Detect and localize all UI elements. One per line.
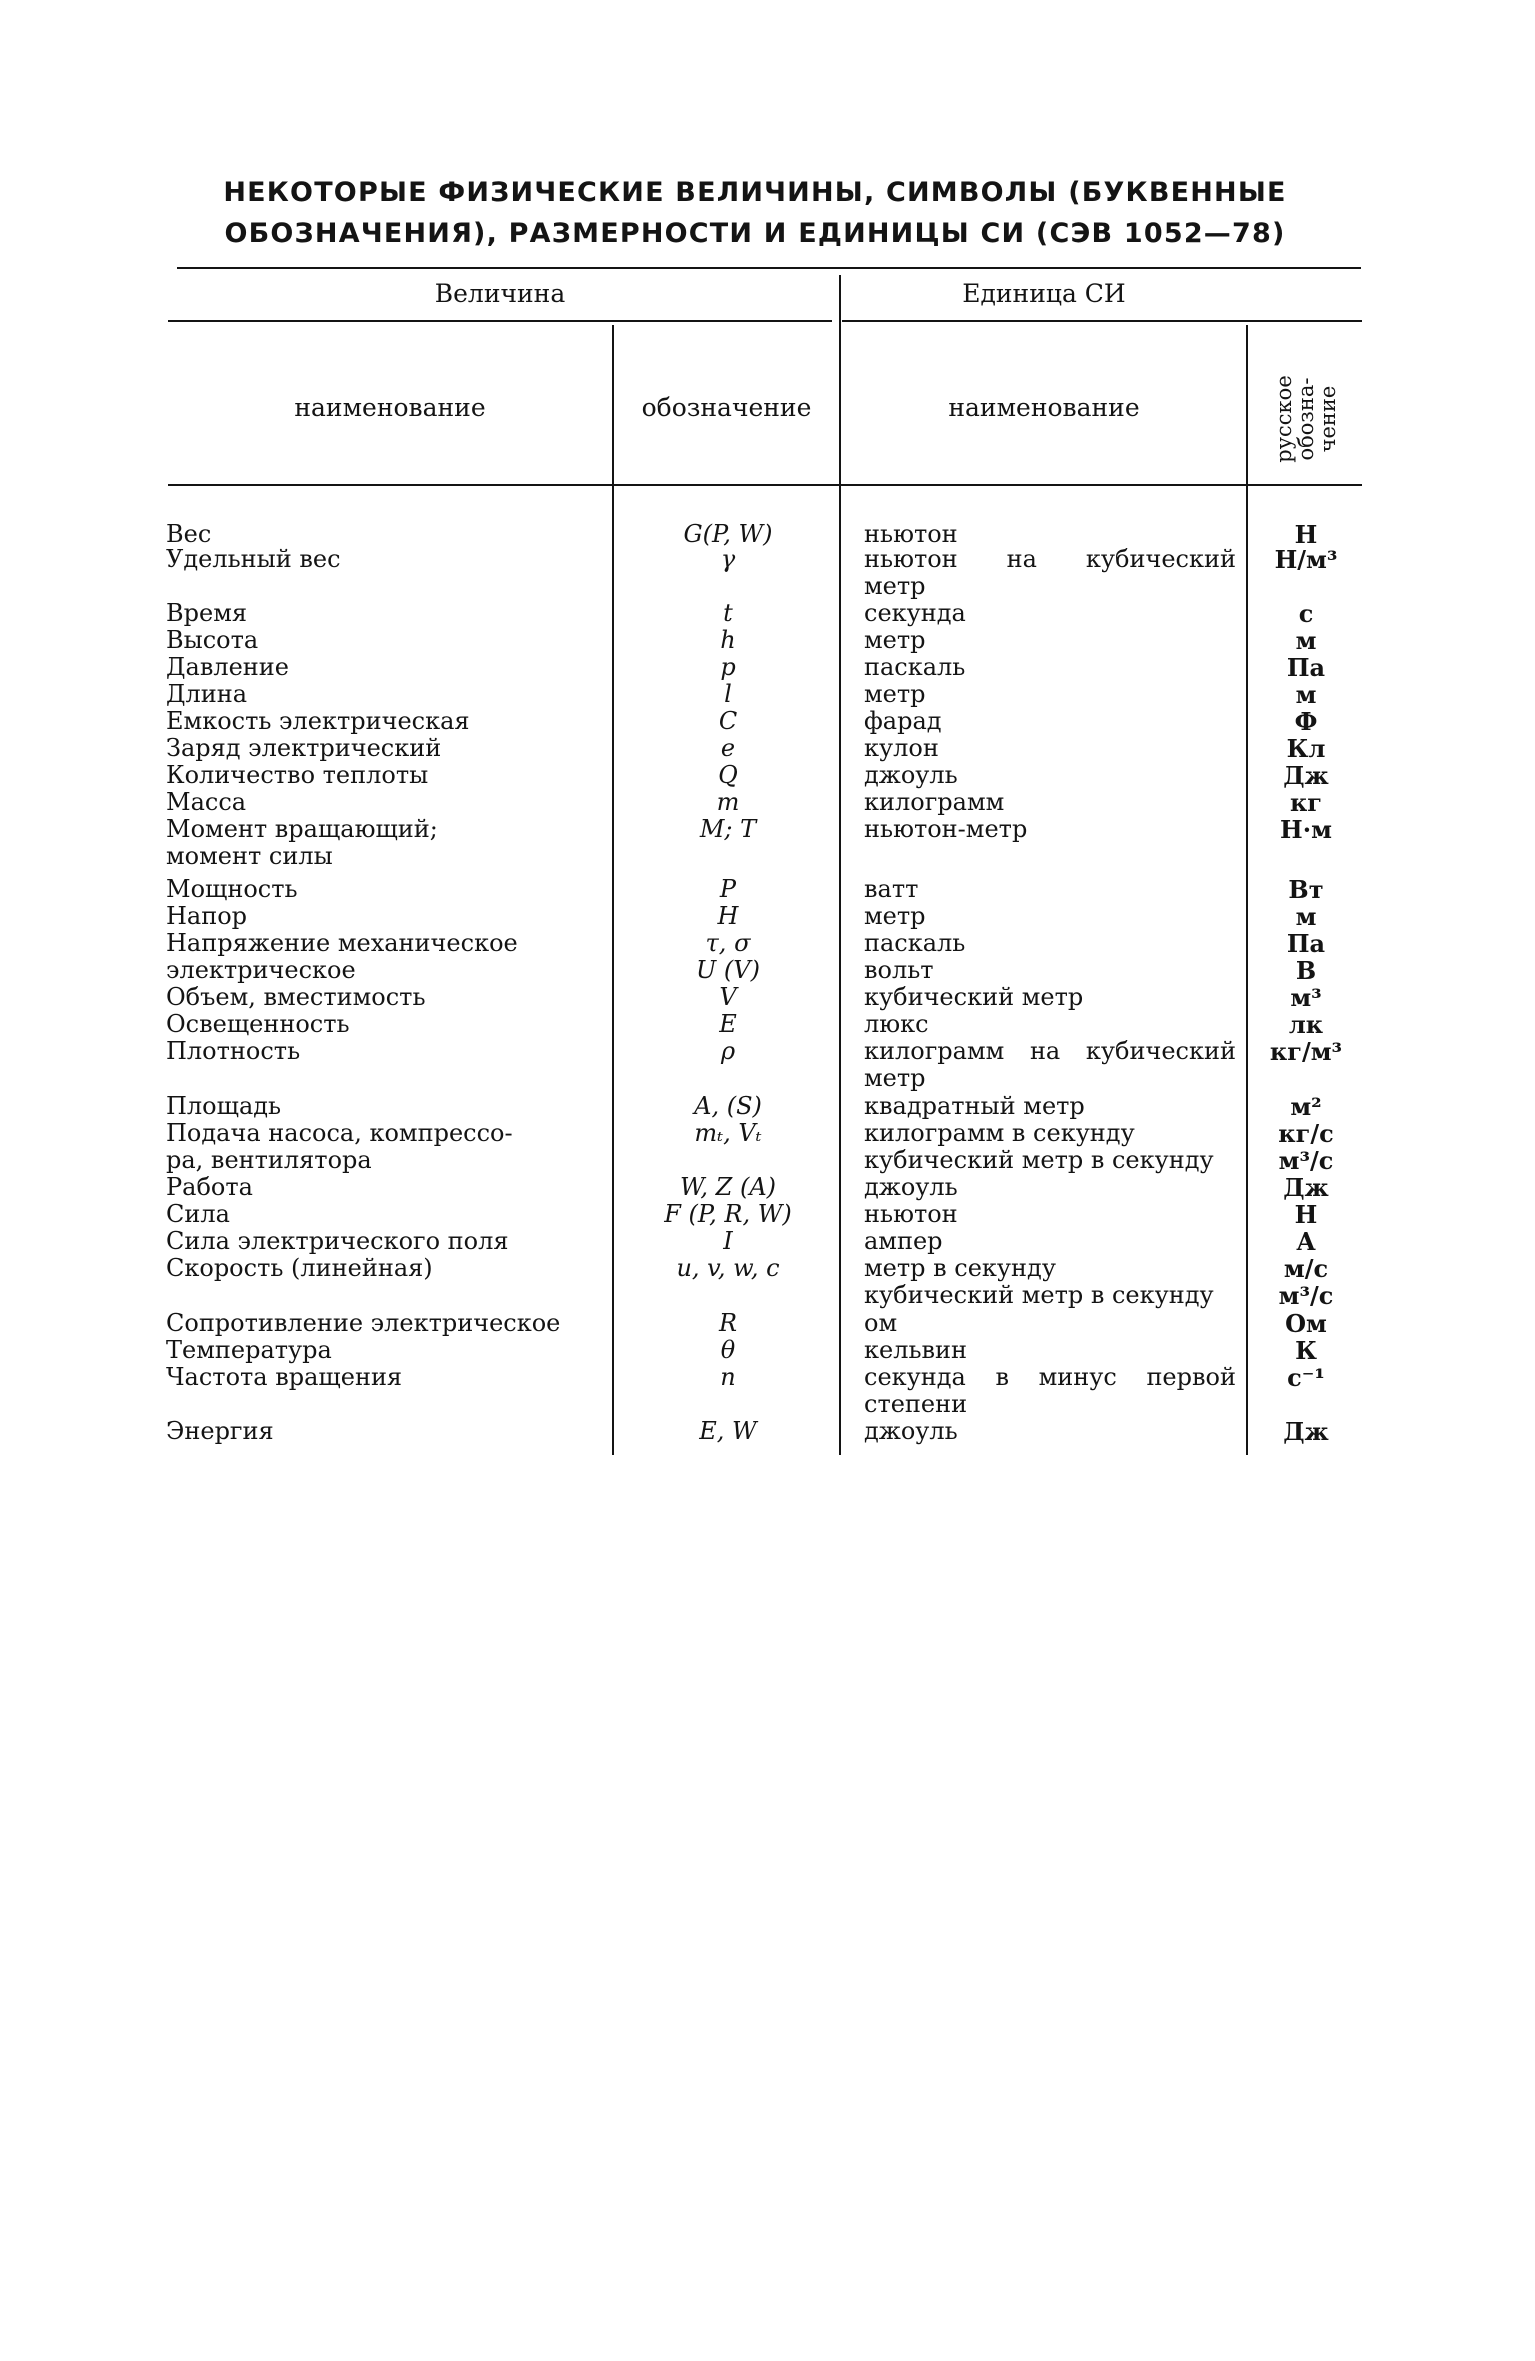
unit-name: кубический метр	[864, 983, 1084, 1011]
unit-name: вольт	[864, 956, 934, 984]
russian-symbol: Ф	[1294, 707, 1318, 736]
quantity-name: Мощность	[166, 875, 298, 903]
quantity-name: Подача насоса, компрессо-	[166, 1119, 513, 1147]
unit-name-text: килограмм на кубический	[864, 1037, 1236, 1065]
quantity-symbol: t	[723, 599, 733, 627]
quantity-name: Энергия	[166, 1417, 274, 1445]
unit-name: ампер	[864, 1227, 943, 1255]
russian-symbol: Дж	[1283, 1173, 1329, 1202]
russian-symbol: Н/м³	[1274, 545, 1338, 574]
unit-name: секунда	[864, 599, 966, 627]
unit-name: квадратный метр	[864, 1092, 1085, 1120]
quantity-name: Количество теплоты	[166, 761, 429, 789]
russian-symbol: с⁻¹	[1287, 1363, 1325, 1392]
quantity-symbol: E, W	[699, 1417, 757, 1445]
quantity-symbol: γ	[720, 545, 736, 573]
russian-symbol: Н	[1294, 520, 1318, 549]
quantity-name: Объем, вместимость	[166, 983, 426, 1011]
title-line-2: ОБОЗНАЧЕНИЯ), РАЗМЕРНОСТИ И ЕДИНИЦЫ СИ (СЭВ 1052—78)	[224, 218, 1286, 249]
russian-symbol: м³	[1290, 983, 1322, 1012]
page-title	[150, 172, 1360, 254]
unit-name: метр	[864, 680, 926, 708]
russian-symbol: кг	[1289, 788, 1323, 817]
quantity-name: Частота вращения	[166, 1363, 403, 1391]
unit-name-continued: метр	[864, 1064, 926, 1092]
quantity-name: Давление	[166, 653, 289, 681]
unit-name: килограмм в секунду	[864, 1119, 1135, 1147]
quantity-name: Заряд электрический	[166, 734, 442, 762]
header-quantity-name: наименование	[294, 393, 486, 422]
quantity-name: Вес	[166, 520, 212, 548]
unit-name: килограмм	[864, 788, 1005, 816]
quantity-symbol: u, v, w, c	[676, 1254, 780, 1282]
quantity-name: Плотность	[166, 1037, 301, 1065]
unit-name-continued: метр	[864, 572, 926, 600]
quantity-symbol: θ	[720, 1336, 736, 1364]
divider-name-symbol	[612, 325, 614, 1455]
header-si-unit: Единица СИ	[962, 279, 1126, 308]
quantity-symbol: F (P, R, W)	[664, 1200, 792, 1228]
unit-name: ньютон-метр	[864, 815, 1028, 843]
unit-name	[864, 546, 1244, 573]
unit-name: кулон	[864, 734, 939, 762]
quantity-symbol: p	[720, 653, 736, 681]
unit-name-continued: степени	[864, 1390, 968, 1418]
unit-name: джоуль	[864, 1173, 958, 1201]
unit-name: кельвин	[864, 1336, 968, 1364]
quantity-symbol: ρ	[720, 1037, 736, 1065]
russian-symbol: Ом	[1285, 1309, 1327, 1338]
russian-symbol: В	[1295, 956, 1317, 985]
header-unit-name: наименование	[948, 393, 1140, 422]
unit-name: джоуль	[864, 761, 958, 789]
quantity-name: Момент вращающий;	[166, 815, 438, 843]
divider-quantity-unit	[839, 275, 841, 1455]
russian-symbol: м	[1295, 680, 1317, 709]
unit-name: метр в секунду	[864, 1254, 1056, 1282]
quantity-name: Напор	[166, 902, 248, 930]
russian-symbol: А	[1296, 1227, 1316, 1256]
quantity-name: Время	[166, 599, 248, 627]
header-russian-line-1: русское	[1272, 375, 1296, 463]
quantity-name: Освещенность	[166, 1010, 350, 1038]
russian-symbol: кг/с	[1278, 1119, 1334, 1148]
header-russian-symbol	[1250, 363, 1360, 475]
russian-symbol: Па	[1286, 653, 1326, 682]
quantity-symbol: τ, σ	[705, 929, 751, 957]
quantity-symbol: mₜ, Vₜ	[694, 1119, 762, 1147]
unit-name: ом	[864, 1309, 898, 1337]
unit-name-alt: кубический метр в секунду	[864, 1281, 1214, 1309]
quantity-symbol: W, Z (A)	[679, 1173, 777, 1201]
quantity-symbol: h	[720, 626, 736, 654]
header-quantity: Величина	[434, 279, 566, 308]
unit-name: люкс	[864, 1010, 929, 1038]
table-top-rule	[177, 267, 1361, 269]
unit-name: джоуль	[864, 1417, 958, 1445]
quantity-name: Напряжение механическое	[166, 929, 518, 957]
russian-symbol-alt: м³/с	[1278, 1146, 1334, 1175]
russian-symbol: м²	[1290, 1092, 1322, 1121]
unit-name: фарад	[864, 707, 942, 735]
russian-symbol: Н	[1294, 1200, 1318, 1229]
quantity-symbol: H	[717, 902, 739, 930]
quantity-name-continued: ра, вентилятора	[166, 1146, 372, 1174]
quantity-name: Скорость (линейная)	[166, 1254, 433, 1282]
russian-symbol: Н·м	[1280, 815, 1332, 844]
russian-symbol: м/с	[1283, 1254, 1329, 1283]
title-line-1: НЕКОТОРЫЕ ФИЗИЧЕСКИЕ ВЕЛИЧИНЫ, СИМВОЛЫ (БУКВЕННЫЕ	[223, 177, 1287, 208]
quantity-symbol: e	[720, 734, 736, 762]
russian-symbol: лк	[1288, 1010, 1324, 1039]
unit-name	[864, 1364, 1244, 1391]
quantity-name: Масса	[166, 788, 247, 816]
russian-symbol: м	[1295, 626, 1317, 655]
unit-name: ньютон	[864, 520, 958, 548]
unit-name: ватт	[864, 875, 919, 903]
quantity-symbol: M; T	[699, 815, 757, 843]
header-quantity-symbol: обозначение	[641, 393, 812, 422]
russian-symbol: Па	[1286, 929, 1326, 958]
quantity-symbol: I	[723, 1227, 733, 1255]
quantity-name: Площадь	[166, 1092, 282, 1120]
unit-name: паскаль	[864, 653, 966, 681]
quantity-name: Высота	[166, 626, 259, 654]
quantity-name: Температура	[166, 1336, 332, 1364]
header-russian-line-2: обозна-	[1294, 377, 1318, 461]
russian-symbol: Кл	[1286, 734, 1326, 763]
russian-symbol-alt: м³/с	[1278, 1281, 1334, 1310]
unit-name-text: ньютон на кубический	[864, 545, 1236, 573]
quantity-symbol: R	[718, 1309, 738, 1337]
unit-name-alt: кубический метр в секунду	[864, 1146, 1214, 1174]
russian-symbol: Вт	[1288, 875, 1324, 904]
quantity-name: Сопротивление электрическое	[166, 1309, 561, 1337]
header-russian-line-3: чение	[1316, 385, 1340, 453]
quantity-symbol: P	[719, 875, 737, 903]
quantity-symbol: V	[719, 983, 737, 1011]
unit-name	[864, 1038, 1244, 1065]
quantity-symbol: A, (S)	[694, 1092, 762, 1120]
quantity-symbol: Q	[718, 761, 738, 789]
quantity-name: электрическое	[166, 956, 356, 984]
quantity-name: Работа	[166, 1173, 253, 1201]
header-bottom-rule	[168, 484, 1362, 486]
quantity-symbol: m	[716, 788, 740, 816]
unit-name: ньютон	[864, 1200, 958, 1228]
quantity-name: Удельный вес	[166, 545, 341, 573]
group-header-rule-left	[168, 320, 832, 322]
quantity-name: Длина	[166, 680, 248, 708]
russian-symbol: с	[1298, 599, 1314, 628]
unit-name: метр	[864, 902, 926, 930]
unit-name-text: секунда в минус первой	[864, 1363, 1236, 1391]
quantity-symbol: U (V)	[696, 956, 760, 984]
unit-name: паскаль	[864, 929, 966, 957]
quantity-symbol: n	[720, 1363, 736, 1391]
quantity-name: Емкость электрическая	[166, 707, 470, 735]
quantity-symbol: G(P, W)	[683, 520, 773, 548]
quantity-name: Сила электрического поля	[166, 1227, 509, 1255]
quantity-name: Сила	[166, 1200, 230, 1228]
russian-symbol: м	[1295, 902, 1317, 931]
russian-symbol: Дж	[1283, 1417, 1329, 1446]
russian-symbol: К	[1295, 1336, 1317, 1365]
quantity-symbol: l	[724, 680, 732, 708]
group-header-rule-right	[842, 320, 1362, 322]
quantity-name-continued: момент силы	[166, 842, 333, 870]
russian-symbol: Дж	[1283, 761, 1329, 790]
russian-symbol: кг/м³	[1269, 1037, 1343, 1066]
unit-name: метр	[864, 626, 926, 654]
quantity-symbol: C	[718, 707, 738, 735]
quantity-symbol: E	[719, 1010, 737, 1038]
